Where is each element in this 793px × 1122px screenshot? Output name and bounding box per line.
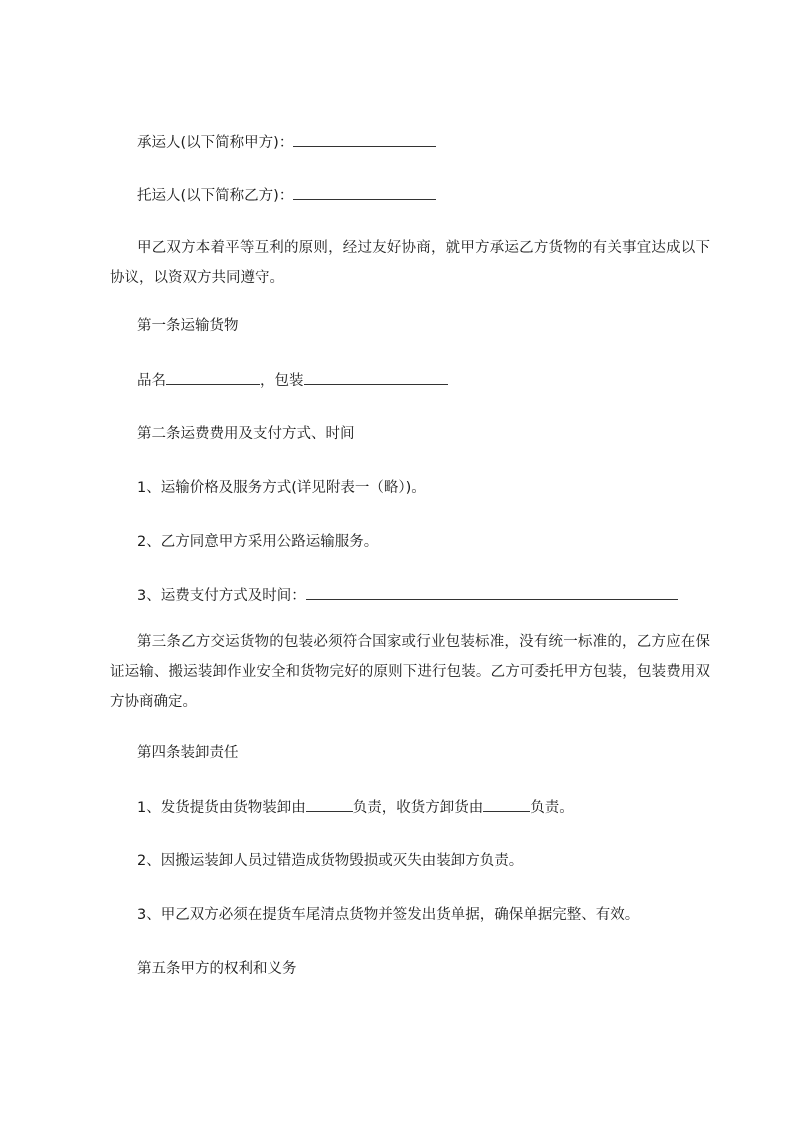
intro-paragraph: 甲乙双方本着平等互利的原则，经过友好协商，就甲方承运乙方货物的有关事宜达成以下协议，以资双方共同遵守。 [110,240,710,286]
article4-item1-b: 负责，收货方卸货由 [352,800,484,816]
article3-paragraph: 第三条乙方交运货物的包装必须符合国家或行业包装标准，没有统一标准的，乙方应在保证运输、搬运装卸作业安全和货物完好的原则下进行包装。乙方可委托甲方包装，包装费用双方协商确定。 [110,634,710,710]
article1-goods-line [137,370,448,391]
goods-name-label: 品名 [137,373,166,389]
article4-item3: 3、甲乙双方必须在提货车尾清点货物并签发出货单据，确保单据完整、有效。 [137,907,640,923]
shipper-label: 托运人(以下简称乙方)： [137,188,294,204]
unloading-party-blank [483,797,530,812]
article4-item1-line [137,797,574,818]
goods-name-blank [166,370,260,385]
article4-item1-a: 1、发货提货由货物装卸由 [137,800,306,816]
carrier-line [137,132,436,153]
shipper-line [137,185,436,206]
packaging-label: ，包装 [260,373,304,389]
article4-title: 第四条装卸责任 [137,745,239,761]
article2-item2: 2、乙方同意甲方采用公路运输服务。 [137,534,379,550]
loading-party-blank [306,797,353,812]
carrier-label: 承运人(以下简称甲方)： [137,135,294,151]
payment-method-blank [306,585,678,600]
article2-item3-label: 3、运费支付方式及时间： [137,588,306,604]
shipper-blank [293,185,436,200]
carrier-blank [293,132,436,147]
article4-item1-c: 负责。 [530,800,574,816]
packaging-blank [304,370,448,385]
article2-item1: 1、运输价格及服务方式(详见附表一（略）)。 [137,480,426,496]
article4-item2: 2、因搬运装卸人员过错造成货物毁损或灭失由装卸方负责。 [137,853,524,869]
article2-title: 第二条运费费用及支付方式、时间 [137,426,355,442]
article5-title: 第五条甲方的权利和义务 [137,961,297,977]
article1-title: 第一条运输货物 [137,318,239,334]
article2-item3-line [137,585,678,606]
